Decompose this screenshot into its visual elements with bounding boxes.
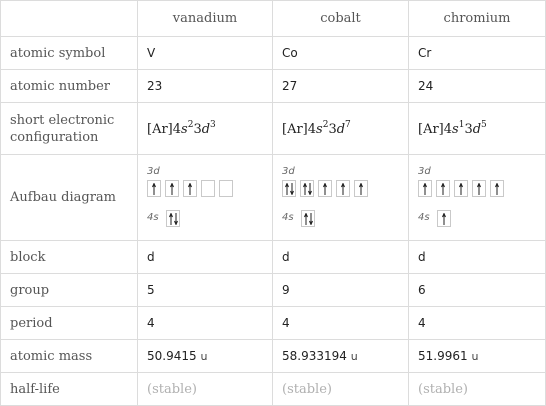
row-aufbau-diagram <box>1 155 546 241</box>
config-d-count: 3 <box>210 120 216 130</box>
aufbau-cell <box>138 155 273 241</box>
orbital-box-single <box>318 180 332 197</box>
orbital-row-4s <box>301 210 319 227</box>
mass-value: 51.9961 <box>418 349 468 363</box>
row-atomic-mass <box>1 340 546 373</box>
row-group <box>1 274 546 307</box>
row-atomic-symbol <box>1 37 546 70</box>
cell-value: 24 <box>409 70 546 103</box>
cell-value: 4 <box>273 307 409 340</box>
column-header-vanadium: vanadium <box>138 1 273 37</box>
orbital-box-empty <box>219 180 233 197</box>
mass-cell <box>273 340 409 373</box>
config-core: [Ar] <box>418 122 444 137</box>
aufbau-cell <box>409 155 546 241</box>
row-period <box>1 307 546 340</box>
cell-value: 4 <box>138 307 273 340</box>
orbital-label: 4s <box>418 212 430 223</box>
config-s-count: 2 <box>187 120 194 130</box>
orbital-box-empty <box>201 180 215 197</box>
orbital-box-single <box>472 180 486 197</box>
mass-unit: u <box>350 350 358 363</box>
cell-value: Cr <box>409 37 546 70</box>
orbital-box-single <box>336 180 350 197</box>
orbital-label: 4s <box>147 212 159 223</box>
cell-value: 27 <box>273 70 409 103</box>
row-label: short electronic configuration <box>1 103 138 155</box>
aufbau-cell <box>273 155 409 241</box>
orbital-box-single <box>354 180 368 197</box>
row-label: atomic number <box>1 70 138 103</box>
cell-value: (stable) <box>273 373 409 406</box>
column-header-chromium: chromium <box>409 1 546 37</box>
row-label: Aufbau diagram <box>1 155 138 241</box>
aufbau-diagram <box>418 155 536 240</box>
mass-cell <box>409 340 546 373</box>
orbital-box-single <box>437 210 451 227</box>
mass-value: 58.933194 <box>282 349 347 363</box>
cell-value: d <box>138 241 273 274</box>
config-cell: $[Ar]4s^13d^5$ <box>409 103 546 155</box>
aufbau-diagram <box>147 155 263 240</box>
row-block <box>1 241 546 274</box>
row-electron-configuration <box>1 103 546 155</box>
cell-value: 4 <box>409 307 546 340</box>
cell-value: 5 <box>138 274 273 307</box>
config-core: [Ar] <box>282 122 308 137</box>
row-label: half-life <box>1 373 138 406</box>
orbital-box-single <box>165 180 179 197</box>
cell-value: V <box>138 37 273 70</box>
cell-value: (stable) <box>409 373 546 406</box>
row-label: atomic mass <box>1 340 138 373</box>
config-cell: $[Ar]4s^23d^3$ <box>138 103 273 155</box>
orbital-box-single <box>183 180 197 197</box>
cell-value: 9 <box>273 274 409 307</box>
orbital-row-4s <box>166 210 184 227</box>
aufbau-diagram <box>282 155 399 240</box>
orbital-row-3d <box>147 180 237 197</box>
header-row <box>1 1 546 37</box>
orbital-box-single <box>147 180 161 197</box>
orbital-row-3d <box>282 180 372 197</box>
orbital-box-single <box>454 180 468 197</box>
mass-value: 50.9415 <box>147 349 197 363</box>
config-core: [Ar] <box>147 122 173 137</box>
orbital-label: 3d <box>418 166 431 177</box>
config-s-count: 2 <box>322 120 329 130</box>
orbital-box-single <box>490 180 504 197</box>
column-header-cobalt: cobalt <box>273 1 409 37</box>
orbital-row-3d <box>418 180 508 197</box>
row-label: block <box>1 241 138 274</box>
row-label: period <box>1 307 138 340</box>
row-label: group <box>1 274 138 307</box>
orbital-box-single <box>436 180 450 197</box>
row-half-life <box>1 373 546 406</box>
orbital-box-single <box>418 180 432 197</box>
row-atomic-number <box>1 70 546 103</box>
orbital-box-paired <box>301 210 315 227</box>
orbital-label: 4s <box>282 212 294 223</box>
cell-value: d <box>273 241 409 274</box>
config-cell: $[Ar]4s^23d^7$ <box>273 103 409 155</box>
config-d-count: 5 <box>481 120 487 130</box>
corner-cell <box>1 1 138 37</box>
cell-value: 23 <box>138 70 273 103</box>
cell-value: 6 <box>409 274 546 307</box>
orbital-box-paired <box>300 180 314 197</box>
config-d-count: 7 <box>345 120 351 130</box>
cell-value: (stable) <box>138 373 273 406</box>
orbital-box-paired <box>282 180 296 197</box>
orbital-label: 3d <box>282 166 295 177</box>
mass-unit: u <box>471 350 479 363</box>
row-label: atomic symbol <box>1 37 138 70</box>
mass-cell <box>138 340 273 373</box>
orbital-label: 3d <box>147 166 160 177</box>
config-s-count: 1 <box>458 120 465 130</box>
orbital-row-4s <box>437 210 455 227</box>
orbital-box-paired <box>166 210 180 227</box>
cell-value: Co <box>273 37 409 70</box>
cell-value: d <box>409 241 546 274</box>
mass-unit: u <box>200 350 208 363</box>
